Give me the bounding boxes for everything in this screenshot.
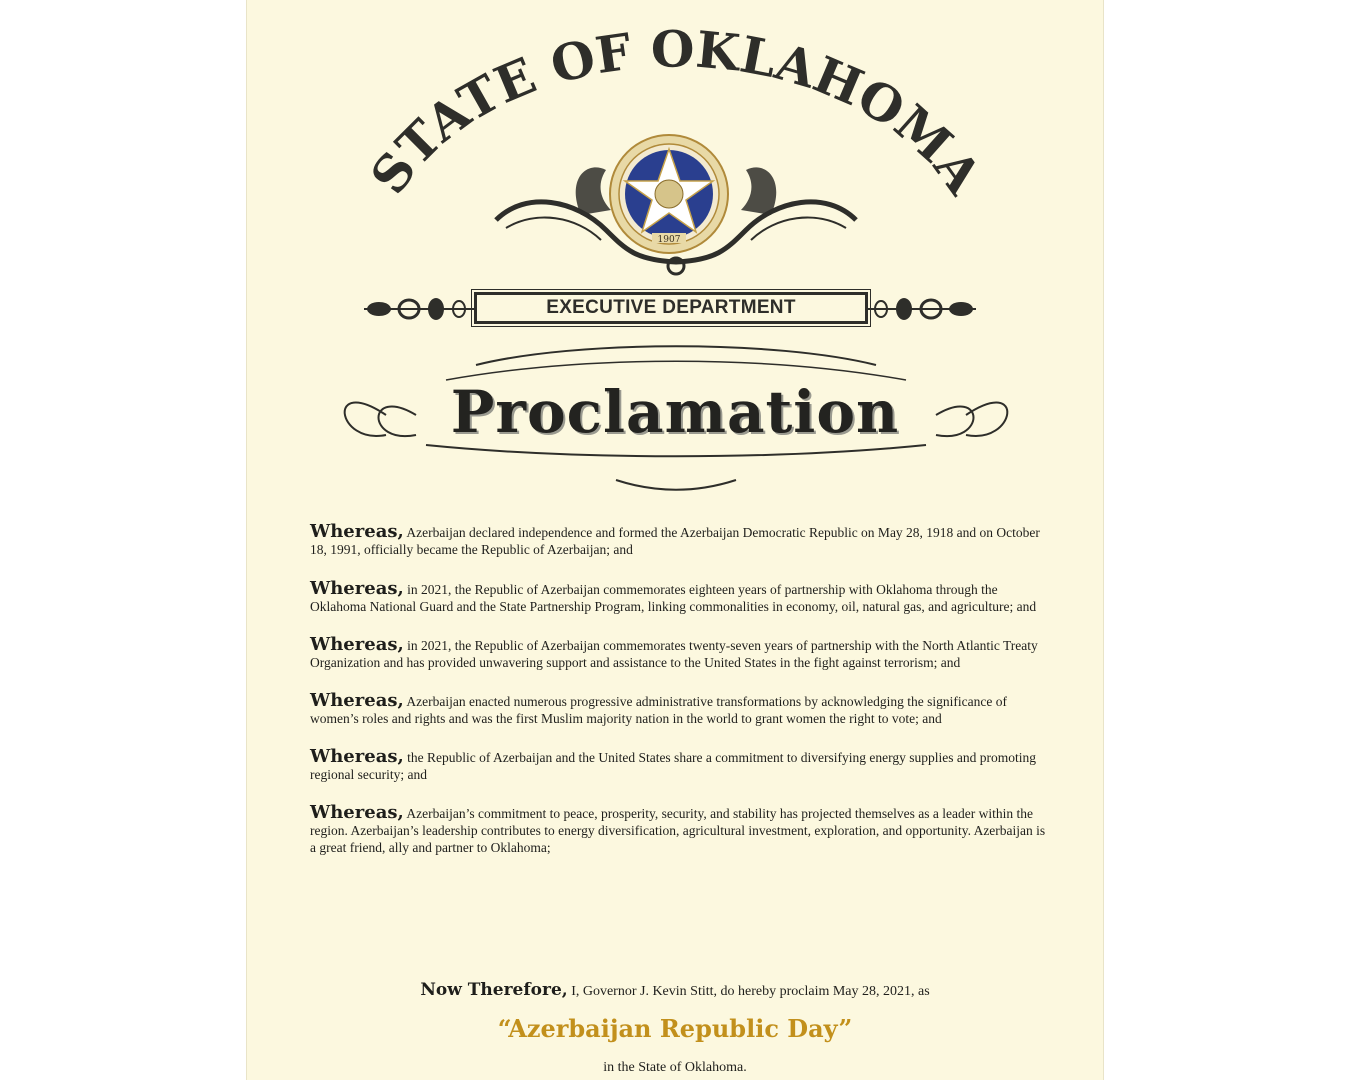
clause-text: in 2021, the Republic of Azerbaijan commemorates twenty-seven years of partnership with the North Atlantic Treaty Organization and has provided unwavering support and assistance to the United States in the fight against terrorism; and	[310, 638, 1038, 670]
clause-text: the Republic of Azerbaijan and the United States share a commitment to diversifying energy supplies and promoting regional security; and	[310, 750, 1036, 782]
now-therefore-text: I, Governor J. Kevin Stitt, do hereby proclaim May 28, 2021, as	[571, 984, 930, 999]
clause-text: Azerbaijan’s commitment to peace, prosperity, security, and stability has projected themselves as a leader within the region. Azerbaijan’s leadership contributes to energy diversification, agricultural investment, exploration, and opportunity. Azerbaijan is a great friend, ally and partner to Oklahoma;	[310, 806, 1046, 855]
clause-text: in 2021, the Republic of Azerbaijan commemorates eighteen years of partnership with Oklahoma through the Oklahoma National Guard and the State Partnership Program, linking commonalities in economy, oil, natural gas, and agriculture; and	[310, 582, 1037, 614]
seal-year: 1907	[657, 235, 681, 245]
location-line: in the State of Oklahoma.	[603, 1060, 747, 1075]
clause-text: Azerbaijan enacted numerous progressive administrative transformations by acknowledging the significance of women’s roles and rights and was the first Muslim majority nation in the world to grant women the right to vote; and	[310, 694, 1007, 726]
now-therefore-label: Now Therefore,	[420, 980, 568, 1000]
clauses-body	[310, 523, 1046, 856]
state-title: STATE OF OKLAHOMA	[358, 19, 994, 205]
document-title: Proclamation	[450, 378, 900, 446]
whereas-label: Whereas,	[310, 521, 404, 542]
whereas-clause	[310, 636, 1046, 671]
whereas-clause	[310, 692, 1046, 727]
proclamation-document	[246, 0, 1104, 1080]
now-therefore-line	[246, 980, 1104, 1000]
whereas-label: Whereas,	[310, 634, 404, 655]
proclaimed-day: “Azerbaijan Republic Day”	[497, 1014, 853, 1043]
clause-text: Azerbaijan declared independence and formed the Azerbaijan Democratic Republic on May 28, 1918 and on October 18, 1991, officially became the Republic of Azerbaijan; and	[310, 525, 1040, 557]
executive-department-banner	[364, 288, 976, 334]
executive-department-label: EXECUTIVE DEPARTMENT	[474, 292, 868, 324]
whereas-label: Whereas,	[310, 690, 404, 711]
whereas-label: Whereas,	[310, 802, 404, 823]
whereas-label: Whereas,	[310, 578, 404, 599]
whereas-clause	[310, 804, 1046, 856]
whereas-clause	[310, 748, 1046, 783]
right-filigree-icon	[866, 294, 976, 324]
whereas-clause	[310, 523, 1046, 558]
great-seal-icon	[608, 133, 730, 255]
whereas-clause	[310, 580, 1046, 615]
left-filigree-icon	[364, 294, 474, 324]
whereas-label: Whereas,	[310, 746, 404, 767]
